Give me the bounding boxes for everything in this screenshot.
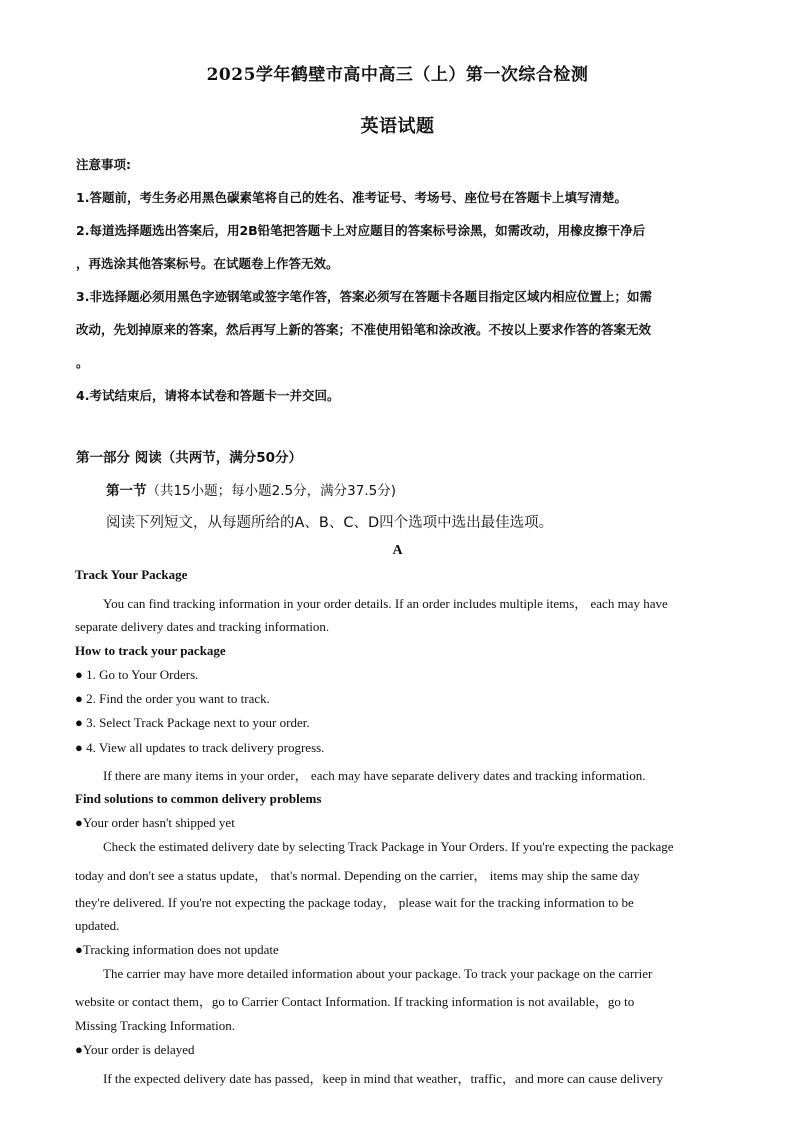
passage-text: Check the estimated delivery date by selecting Track Package in Your Orders. If you're expecting the package <box>103 839 674 854</box>
passage-text: updated. <box>75 918 120 933</box>
section-detail: （共15小题；每小题2.5分，满分37.5分) <box>146 483 396 499</box>
passage-text: they're delivered. If you're not expecting the package today， please wait for the tracking information to be <box>75 895 634 910</box>
problem-heading: ●Your order is delayed <box>75 1042 195 1057</box>
problem-heading: ●Your order hasn't shipped yet <box>75 815 235 830</box>
section-heading-solutions: Find solutions to common delivery problems <box>75 791 322 806</box>
passage-text: If the expected delivery date has passed，keep in mind that weather，traffic，and more can cause delivery <box>103 1071 663 1086</box>
passage-text: If there are many items in your order， each may have separate delivery dates and tracking information. <box>103 768 646 783</box>
exam-title: 2025学年鹤壁市高中高三（上）第一次综合检测 <box>206 65 589 85</box>
notice-heading: 注意事项: <box>76 157 131 172</box>
step-item: ● 1. Go to Your Orders. <box>75 667 199 682</box>
passage-text: Missing Tracking Information. <box>75 1018 235 1033</box>
section-heading <box>106 479 396 499</box>
passage-letter: A <box>392 543 403 558</box>
exam-subtitle: 英语试题 <box>360 116 435 137</box>
notice-line: 3.非选择题必须用黑色字迹钢笔或签字笔作答，答案必须写在答题卡各题目指定区域内相应位置上；如需 <box>76 289 652 304</box>
section-heading-how: How to track your package <box>75 643 226 658</box>
passage-text: You can find tracking information in your order details. If an order includes multiple items， each may have <box>103 596 668 611</box>
step-item: ● 2. Find the order you want to track. <box>75 691 270 706</box>
notice-line: 改动，先划掉原来的答案，然后再写上新的答案；不准使用铅笔和涂改液。不按以上要求作答的答案无效 <box>76 322 652 337</box>
notice-line: 2.每道选择题选出答案后，用2B铅笔把答题卡上对应题目的答案标号涂黑，如需改动，用橡皮擦干净后 <box>76 223 646 238</box>
step-item: ● 4. View all updates to track delivery progress. <box>75 740 325 755</box>
notice-line: 4.考试结束后，请将本试卷和答题卡一并交回。 <box>76 388 340 403</box>
notice-line: 1.答题前，考生务必用黑色碳素笔将自己的姓名、准考证号、考场号、座位号在答题卡上填写清楚。 <box>76 190 627 205</box>
section-instruction: 阅读下列短文，从每题所给的A、B、C、D四个选项中选出最佳选项。 <box>106 515 554 531</box>
notice-line: ，再选涂其他答案标号。在试题卷上作答无效。 <box>76 256 339 271</box>
passage-text: website or contact them，go to Carrier Contact Information. If tracking information is not available，go to <box>75 994 635 1009</box>
notice-line: 。 <box>76 355 89 370</box>
section-label: 第一节 <box>106 483 147 499</box>
problem-heading: ●Tracking information does not update <box>75 942 279 957</box>
passage-text: separate delivery dates and tracking information. <box>75 619 330 634</box>
passage-text: today and don't see a status update， that's normal. Depending on the carrier， items may ship the same day <box>75 868 640 883</box>
passage-title: Track Your Package <box>75 567 188 582</box>
step-item: ● 3. Select Track Package next to your order. <box>75 715 310 730</box>
part-heading: 第一部分 阅读（共两节，满分50分） <box>76 450 302 466</box>
notice-block <box>76 148 726 412</box>
passage-text: The carrier may have more detailed information about your package. To track your package on the carrier <box>103 966 653 981</box>
